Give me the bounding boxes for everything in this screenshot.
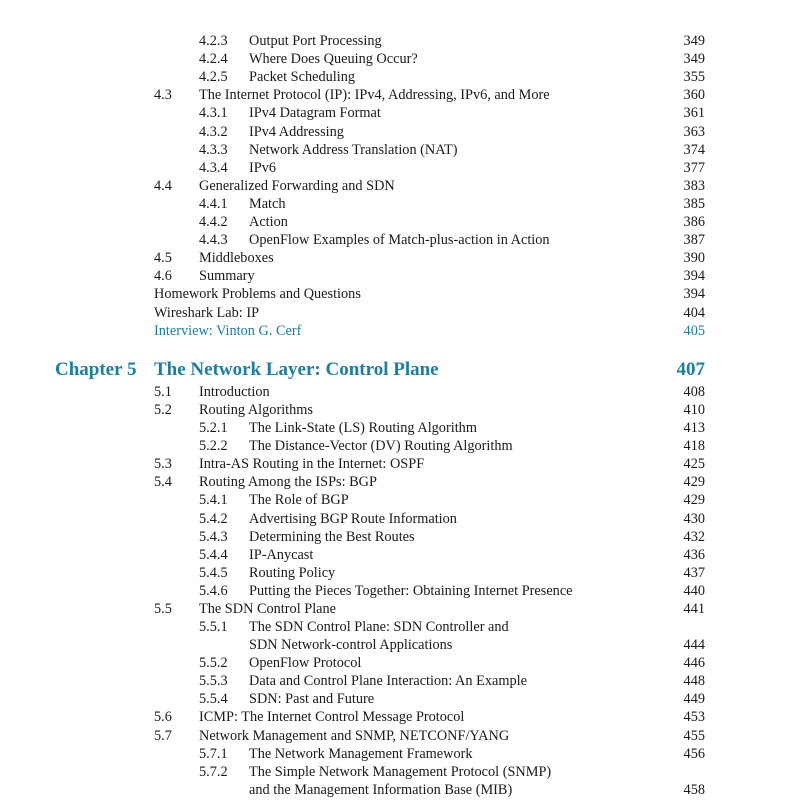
toc-entry[interactable] (0, 419, 800, 437)
toc-entry[interactable] (0, 123, 800, 141)
toc-entry-number: 5.3 (154, 456, 172, 473)
toc-entry-title: The Link-State (LS) Routing Algorithm (249, 420, 477, 437)
toc-entry[interactable] (0, 510, 800, 528)
toc-entry-number: 4.4 (154, 177, 172, 194)
toc-entry-page-number: 437 (683, 564, 705, 581)
toc-entry-number: 5.7.1 (199, 745, 228, 762)
toc-entry-title: Summary (199, 268, 255, 285)
toc-entry-number: 5.4.5 (199, 564, 228, 581)
toc-entry-page-number: 394 (683, 268, 705, 285)
toc-entry-title: Action (249, 214, 288, 230)
toc-entry-page-number: 449 (683, 691, 705, 708)
toc-entry[interactable] (0, 285, 800, 303)
toc-entry-number: 5.5.2 (199, 655, 228, 672)
toc-entry-page-number: 394 (683, 286, 705, 303)
toc-entry[interactable] (0, 618, 800, 636)
toc-entry-number: 4.3 (154, 87, 172, 104)
toc-entry-number: 5.5 (154, 600, 172, 617)
toc-entry-title: IPv4 Datagram Format (249, 105, 381, 122)
toc-entry[interactable] (0, 528, 800, 546)
toc-entry-number: 4.2.3 (199, 33, 228, 49)
toc-entry-number: 4.3.2 (199, 123, 228, 140)
toc-entry-page-number: 386 (683, 214, 705, 230)
toc-entry-page-number: 387 (683, 232, 705, 249)
toc-entry[interactable] (0, 473, 800, 491)
toc-entry-number: 5.2 (154, 402, 172, 419)
toc-entry-number: 5.4.1 (199, 492, 228, 509)
toc-entry-title: IPv6 (249, 159, 277, 176)
toc-entry-title: The Role of BGP (249, 492, 349, 509)
toc-entry[interactable] (0, 104, 800, 122)
toc-entry-page-number: 413 (683, 420, 705, 437)
toc-entry-number: 4.5 (154, 250, 172, 267)
toc-entry-page-number: 446 (683, 655, 705, 672)
toc-entry[interactable] (0, 267, 800, 285)
toc-entry-title: The Internet Protocol (IP): IPv4, Addressing, IPv6, and More (199, 87, 550, 104)
toc-entry[interactable] (0, 213, 800, 231)
toc-entry-page-number: 410 (683, 402, 705, 419)
toc-entry[interactable] (0, 86, 800, 104)
chapter-page-number: 407 (676, 359, 705, 380)
toc-entry[interactable] (0, 600, 800, 618)
toc-entry[interactable] (0, 231, 800, 249)
toc-entry[interactable] (0, 564, 800, 582)
toc-entry[interactable] (0, 401, 800, 419)
toc-entry-title: The Simple Network Management Protocol (SNMP) (249, 763, 552, 780)
toc-entry-page-number: 455 (683, 727, 705, 744)
toc-entry[interactable] (0, 383, 800, 401)
toc-entry-title: Network Management and SNMP, NETCONF/YANG (199, 727, 510, 744)
toc-entry-title: IPv4 Addressing (249, 123, 344, 140)
toc-entry-page-number: 448 (683, 673, 705, 690)
toc-entry-title: Where Does Queuing Occur? (249, 51, 418, 68)
toc-entry-title: Packet Scheduling (249, 69, 356, 86)
toc-entry[interactable] (0, 249, 800, 267)
toc-entry[interactable] (0, 32, 800, 50)
toc-entry-page-number: 383 (683, 177, 705, 194)
toc-entry-number: 5.6 (154, 709, 172, 726)
toc-entry-title: and the Management Information Base (MIB) (249, 781, 513, 798)
toc-entry-title: Match (249, 195, 286, 212)
toc-entry[interactable] (0, 763, 800, 781)
toc-entry-page-number: 374 (683, 141, 705, 158)
toc-entry-page-number: 377 (683, 159, 705, 176)
toc-entry-title: Output Port Processing (249, 33, 382, 49)
toc-entry-number: 5.5.1 (199, 619, 228, 636)
toc-entry-page-number: 430 (683, 510, 705, 527)
toc-entry-number: 5.2.2 (199, 438, 228, 455)
toc-entry[interactable] (0, 141, 800, 159)
toc-entry-title: Homework Problems and Questions (154, 286, 361, 303)
toc-entry[interactable] (0, 68, 800, 86)
toc-entry-number: 5.5.4 (199, 691, 228, 708)
toc-entry-page-number: 441 (683, 600, 705, 617)
toc-entry-title: Network Address Translation (NAT) (249, 141, 458, 158)
toc-entry-title: Putting the Pieces Together: Obtaining Internet Presence (249, 582, 573, 599)
toc-entry-title: SDN: Past and Future (249, 691, 375, 708)
toc-entry-title: Routing Among the ISPs: BGP (199, 474, 377, 491)
toc-entry-number: 5.4.4 (199, 546, 228, 563)
toc-entry[interactable] (0, 159, 800, 177)
toc-entry-title: Interview: Vinton G. Cerf (154, 322, 302, 339)
toc-entry-page-number: 385 (683, 195, 705, 212)
toc-entry-title: IP-Anycast (249, 546, 314, 563)
toc-entry-title: ICMP: The Internet Control Message Protocol (199, 709, 465, 726)
toc-entry-title: SDN Network-control Applications (249, 637, 453, 654)
toc-entry-page-number: 436 (683, 546, 705, 563)
toc-entry-title: OpenFlow Protocol (249, 655, 362, 672)
toc-entry-page-number: 458 (683, 781, 705, 798)
toc-entry-title: Introduction (199, 384, 270, 400)
toc-entry-number: 5.4 (154, 474, 172, 491)
toc-entry-number: 5.4.6 (199, 582, 228, 599)
chapter-heading[interactable] (0, 358, 800, 382)
toc-entry-title: The SDN Control Plane: SDN Controller and (249, 619, 509, 636)
toc-entry-number: 4.6 (154, 268, 172, 285)
toc-entry[interactable] (0, 437, 800, 455)
toc-entry-number: 4.3.4 (199, 159, 228, 176)
toc-entry[interactable] (0, 781, 800, 799)
toc-entry-page-number: 408 (683, 384, 705, 400)
toc-entry-number: 4.2.4 (199, 51, 228, 68)
toc-entry[interactable] (0, 672, 800, 690)
toc-entry-number: 5.7.2 (199, 763, 228, 780)
toc-entry-title: Intra-AS Routing in the Internet: OSPF (199, 456, 425, 473)
toc-entry-number: 5.4.2 (199, 510, 228, 527)
toc-entry-title: Middleboxes (199, 250, 274, 267)
toc-entry[interactable] (0, 177, 800, 195)
toc-entry-title: Determining the Best Routes (249, 528, 415, 545)
toc-entry-number: 4.3.3 (199, 141, 228, 158)
toc-entry-title: Data and Control Plane Interaction: An Example (249, 673, 527, 690)
toc-entry-page-number: 361 (683, 105, 705, 122)
toc-entry[interactable] (0, 745, 800, 763)
toc-entry-page-number: 360 (683, 87, 705, 104)
toc-entry[interactable] (0, 654, 800, 672)
toc-entry-number: 5.5.3 (199, 673, 228, 690)
toc-entry-number: 4.4.3 (199, 232, 228, 249)
toc-entry[interactable] (0, 50, 800, 68)
toc-entry[interactable] (0, 304, 800, 322)
toc-entry[interactable] (0, 582, 800, 600)
chapter-title: The Network Layer: Control Plane (154, 359, 439, 380)
toc-entry-page-number: 444 (683, 637, 705, 654)
toc-entry-page-number: 355 (683, 69, 705, 86)
toc-entry-page-number: 425 (683, 456, 705, 473)
toc-entry[interactable] (0, 546, 800, 564)
toc-entry-page-number: 453 (683, 709, 705, 726)
toc-entry-number: 4.4.1 (199, 195, 228, 212)
toc-entry[interactable] (0, 727, 800, 745)
toc-entry-title: OpenFlow Examples of Match-plus-action in Action (249, 232, 550, 249)
toc-entry-page-number: 456 (683, 745, 705, 762)
chapter-label: Chapter 5 (55, 359, 137, 380)
toc-entry-number: 5.1 (154, 384, 172, 400)
toc-entry-number: 5.2.1 (199, 420, 228, 437)
toc-entry[interactable] (0, 455, 800, 473)
toc-entry-title: Routing Policy (249, 564, 336, 581)
toc-entry[interactable] (0, 195, 800, 213)
toc-entry[interactable] (0, 491, 800, 509)
toc-entry-title: The Network Management Framework (249, 745, 473, 762)
toc-entry-page-number: 429 (683, 474, 705, 491)
toc-entry[interactable] (0, 708, 800, 726)
toc-entry-page-number: 440 (683, 582, 705, 599)
toc-entry-title: Generalized Forwarding and SDN (199, 177, 395, 194)
toc-entry-page-number: 405 (683, 322, 705, 339)
toc-entry-page-number: 363 (683, 123, 705, 140)
toc-entry-title: Wireshark Lab: IP (154, 304, 260, 321)
toc-entry-page-number: 432 (683, 528, 705, 545)
toc-entry-number: 5.7 (154, 727, 172, 744)
toc-entry-number: 4.4.2 (199, 214, 228, 230)
toc-entry-number: 4.2.5 (199, 69, 228, 86)
toc-entry[interactable] (0, 636, 800, 654)
toc-entry-page-number: 390 (683, 250, 705, 267)
toc-entry-page-number: 429 (683, 492, 705, 509)
toc-entry-number: 4.3.1 (199, 105, 228, 122)
toc-entry-page-number: 349 (683, 33, 705, 49)
toc-entry-title: The SDN Control Plane (199, 600, 337, 617)
toc-entry-page-number: 404 (683, 304, 705, 321)
toc-entry[interactable] (0, 690, 800, 708)
toc-entry[interactable] (0, 322, 800, 340)
toc-entry-title: Routing Algorithms (199, 402, 313, 419)
toc-entry-title: The Distance-Vector (DV) Routing Algorithm (249, 438, 513, 455)
toc-entry-page-number: 349 (683, 51, 705, 68)
toc-entry-title: Advertising BGP Route Information (249, 510, 457, 527)
toc-entry-page-number: 418 (683, 438, 705, 455)
toc-entry-number: 5.4.3 (199, 528, 228, 545)
